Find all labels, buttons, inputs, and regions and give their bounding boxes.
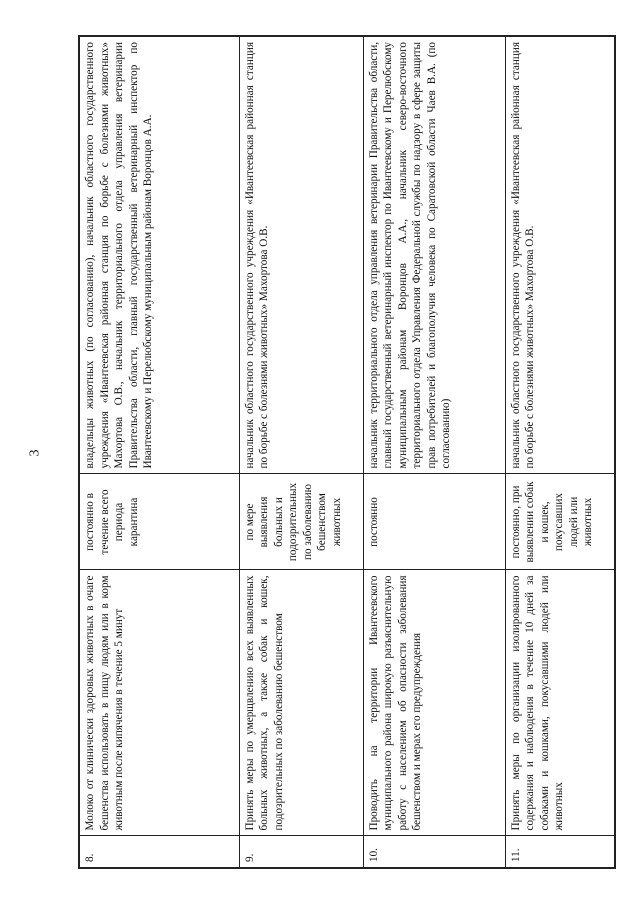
deadline-text: постоянно в течение всего периода карантина (79, 474, 239, 570)
measure-text: Молоко от клинически здоровых животных в очаге бешенства использовать в пищу людям или в корм животным после кипячения в течение 5 минут (79, 570, 239, 836)
measure-text: Принять меры по организации изолированного содержания и наблюдения в течение 10 дней за собаками и кошками, покусавшими людей или животных (505, 570, 615, 836)
row-number: 9. (239, 836, 363, 868)
row-number: 10. (363, 836, 505, 868)
deadline-text: постоянно (363, 474, 505, 570)
measure-text: Принять меры по умерщвлению всех выявленных больных животных, а также собак и кошек, подозрительных по заболеванию бешенством (239, 570, 363, 836)
measure-text: Проводить на территории Ивантеевского муниципального района широкую разъяснительную работу с населением об опасности заболевания бешенством и мерах его предупреждения (363, 570, 505, 836)
row-number: 8. (79, 836, 239, 868)
responsible-text: начальник областного государственного учреждения «Ивантеевская районная станция по борьбе с болезнями животных» Махортова О.В. (239, 36, 363, 474)
responsible-text: начальник территориального отдела управления ветеринарии Правительства области, главный государственный ветеринарный инспектор по Ивантеевскому и Перелюбскому муниципальным районам Воронцов А.А., начальник северо-восточного территориального отдела Управления Федеральной службы по надзору в сфере защиты прав потребителей и благополучия человека по Саратовской области Чаев В.А. (по согласованию) (363, 36, 505, 474)
deadline-text: по мере выявления больных и подозрительных по заболеванию бешенством животных (239, 474, 363, 570)
deadline-text: постоянно, при выявлении собак и кошек, покусавших людей или животных (505, 474, 615, 570)
table-row (239, 36, 363, 868)
table-row (79, 36, 239, 868)
page-number: 3 (27, 449, 43, 457)
row-number: 11. (505, 836, 615, 868)
measures-table (78, 35, 616, 869)
measures-table-container (78, 37, 614, 869)
table-row (363, 36, 505, 868)
responsible-text: владельцы животных (по согласованию), начальник областного государственного учреждения «Ивантеевская районная станция по борьбе с болезнями животных» Махортова О.В., начальник территориального отдела управления ветеринарии Правительства области, главный государственный ветеринарный инспектор по Ивантеевскому и Перелюбскому муниципальным районам Воронцов А.А. (79, 36, 239, 474)
table-row (505, 36, 615, 868)
responsible-text: начальник областного государственного учреждения «Ивантеевская районная станция по борьбе с болезнями животных» Махортова О.В. (505, 36, 615, 474)
